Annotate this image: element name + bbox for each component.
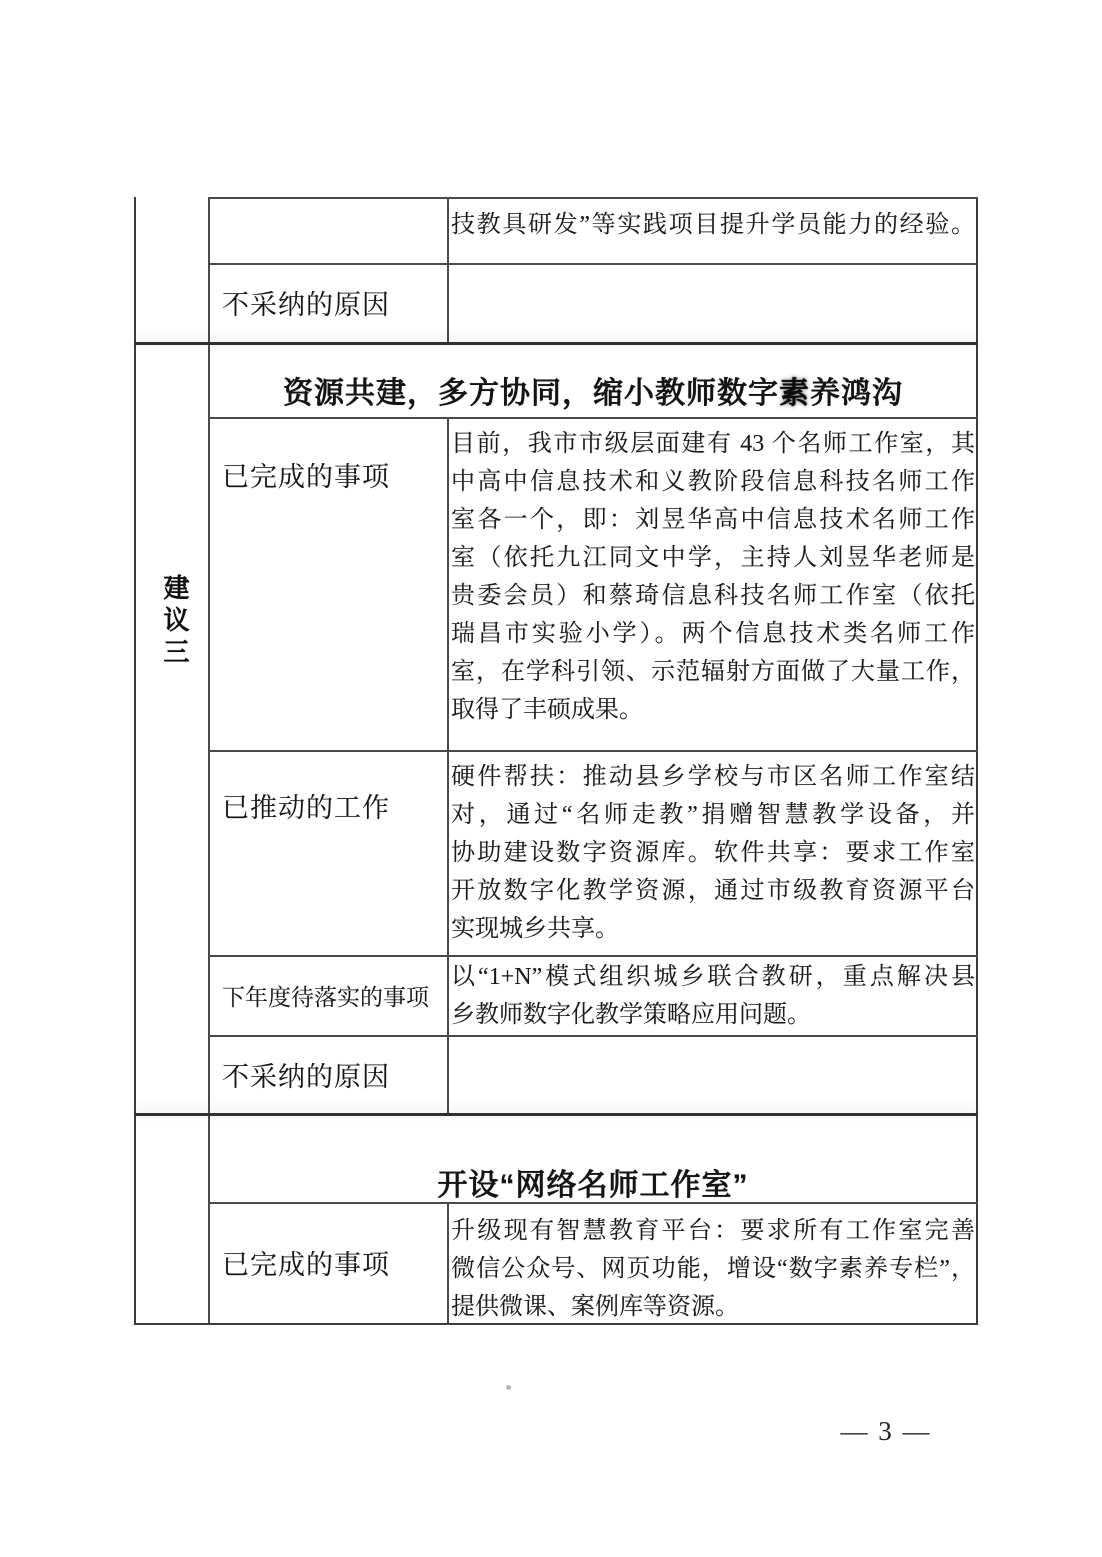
text-line: 取得了丰硕成果。 (451, 697, 643, 723)
section-title-resource-sharing (208, 342, 978, 427)
text-line: 以“1+N”模式组织城乡联合教研，重点解决县 (451, 964, 975, 990)
section-title-smudged-char: 素 (779, 376, 810, 410)
section-title-text-post: 养鸿沟 (810, 376, 903, 410)
cell-reject-reason-label: 不采纳的原因 (222, 290, 390, 320)
cell-reject-reason-label: 不采纳的原因 (222, 1061, 390, 1092)
cell-reject-reason-content-empty (451, 263, 975, 342)
table-border-col-divider-mid (447, 417, 449, 1113)
cell-next-year-items-content (451, 955, 975, 1038)
text-line: 乡教师数字化教学策略应用问题。 (451, 1002, 811, 1028)
table-border-left (134, 197, 136, 1325)
text-line: 微信公众号、网页功能，增设“数字素养专栏”， (451, 1256, 975, 1282)
text-line: 室，在学科引领、示范辐射方面做了大量工作， (451, 659, 975, 685)
cell-completed-items-content (451, 1202, 975, 1333)
section-title-text-pre: 资源共建，多方协同，缩小教师数字 (283, 376, 779, 410)
text-line: 硬件帮扶：推动县乡学校与市区名师工作室结 (451, 764, 975, 790)
text-line: 实现城乡共享。 (451, 916, 619, 942)
text-line: 室（依托九江同文中学，主持人刘昱华老师是 (451, 545, 975, 571)
text-line: 技教具研发”等实践项目提升学员能力的经验。 (451, 212, 975, 238)
section-title-network-studio: 开设“网络名师工作室” (437, 1168, 749, 1202)
text-line: 升级现有智慧教育平台：要求所有工作室完善 (451, 1218, 975, 1244)
text-line: 瑞昌市实验小学）。两个信息技术类名师工作 (451, 621, 975, 647)
cell-promoted-work-content (451, 750, 975, 963)
cell-continuation-content (451, 197, 975, 272)
text-line: 目前，我市市级层面建有 43 个名师工作室，其 (451, 431, 975, 457)
text-line: 中高中信息技术和义教阶段信息科技名师工作 (451, 469, 975, 495)
text-line: 贵委会员）和蔡琦信息科技名师工作室（依托 (451, 583, 975, 609)
text-line: 对，通过“名师走教”捐赠智慧教学设备，并 (451, 802, 975, 828)
cell-reject-reason-content-empty (451, 1035, 975, 1113)
scan-artifact-dot (506, 1385, 511, 1390)
cell-completed-items-content (451, 417, 975, 758)
cell-completed-items-label: 已完成的事项 (222, 1250, 390, 1280)
table-border-col-divider-top (447, 197, 449, 342)
cell-next-year-items-label: 下年度待落实的事项 (222, 984, 429, 1010)
text-line: 协助建设数字资源库。软件共享：要求工作室 (451, 840, 975, 866)
cell-completed-items-label: 已完成的事项 (222, 462, 390, 492)
side-label-suggestion-3: 建议三 (160, 574, 189, 670)
text-line: 提供微课、案例库等资源。 (451, 1294, 739, 1320)
cell-promoted-work-label: 已推动的工作 (222, 793, 390, 823)
text-line: 室各一个，即：刘昱华高中信息技术名师工作 (451, 507, 975, 533)
page-number: — 3 — (840, 1416, 932, 1446)
text-line: 开放数字化教学资源，通过市级教育资源平台 (451, 878, 975, 904)
